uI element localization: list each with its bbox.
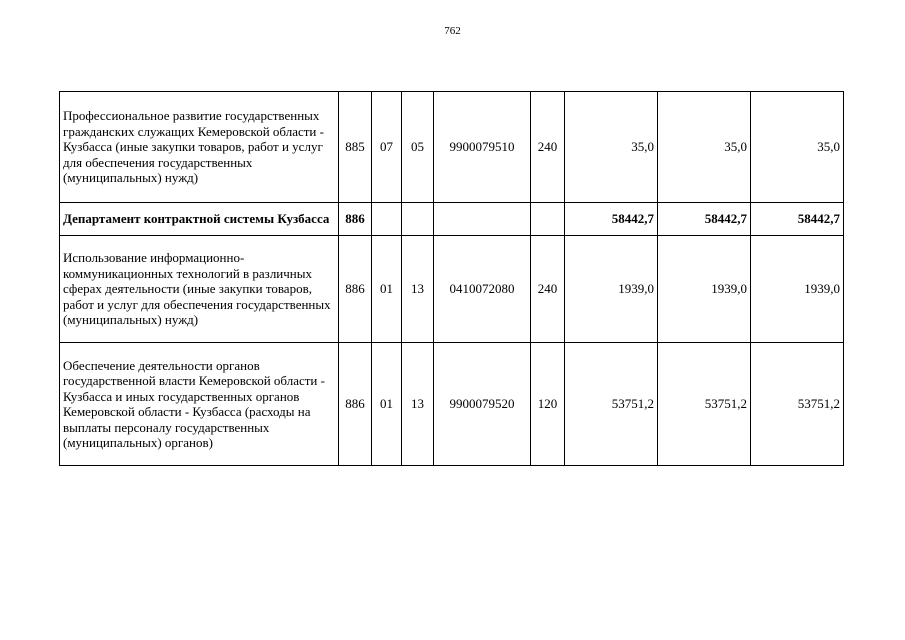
row-name: Департамент контрактной системы Кузбасса xyxy=(60,203,339,236)
amount-3: 53751,2 xyxy=(751,343,844,466)
amount-1: 58442,7 xyxy=(565,203,658,236)
amount-3: 58442,7 xyxy=(751,203,844,236)
amount-1: 1939,0 xyxy=(565,236,658,343)
section-code: 01 xyxy=(372,236,402,343)
table-row xyxy=(60,203,844,236)
expense-type-code xyxy=(531,203,565,236)
amount-2: 35,0 xyxy=(658,92,751,203)
subsection-code: 05 xyxy=(402,92,434,203)
amount-3: 35,0 xyxy=(751,92,844,203)
target-code: 9900079520 xyxy=(434,343,531,466)
ministry-code: 885 xyxy=(339,92,372,203)
budget-table xyxy=(59,91,844,466)
ministry-code: 886 xyxy=(339,343,372,466)
table-row xyxy=(60,343,844,466)
table-row xyxy=(60,92,844,203)
row-name: Обеспечение деятельности органов государственной власти Кемеровской области - Кузбасса и иных государственных органов Кемеровской области - Кузбасса (расходы на выплаты персоналу государственных (муниципальных) органов) xyxy=(60,343,339,466)
subsection-code xyxy=(402,203,434,236)
amount-3: 1939,0 xyxy=(751,236,844,343)
amount-1: 53751,2 xyxy=(565,343,658,466)
subsection-code: 13 xyxy=(402,236,434,343)
expense-type-code: 240 xyxy=(531,92,565,203)
ministry-code: 886 xyxy=(339,236,372,343)
expense-type-code: 120 xyxy=(531,343,565,466)
amount-2: 58442,7 xyxy=(658,203,751,236)
ministry-code: 886 xyxy=(339,203,372,236)
amount-2: 1939,0 xyxy=(658,236,751,343)
target-code: 9900079510 xyxy=(434,92,531,203)
expense-type-code: 240 xyxy=(531,236,565,343)
row-name: Использование информационно-коммуникационных технологий в различных сферах деятельности (иные закупки товаров, работ и услуг для обеспечения государственных (муниципальных) нужд) xyxy=(60,236,339,343)
section-code: 07 xyxy=(372,92,402,203)
subsection-code: 13 xyxy=(402,343,434,466)
section-code xyxy=(372,203,402,236)
target-code: 0410072080 xyxy=(434,236,531,343)
page-number: 762 xyxy=(444,25,461,37)
row-name: Профессиональное развитие государственных гражданских служащих Кемеровской области - Кузбасса (иные закупки товаров, работ и услуг для обеспечения государственных (муниципальных) нужд) xyxy=(60,92,339,203)
section-code: 01 xyxy=(372,343,402,466)
target-code xyxy=(434,203,531,236)
table-row xyxy=(60,236,844,343)
amount-1: 35,0 xyxy=(565,92,658,203)
amount-2: 53751,2 xyxy=(658,343,751,466)
